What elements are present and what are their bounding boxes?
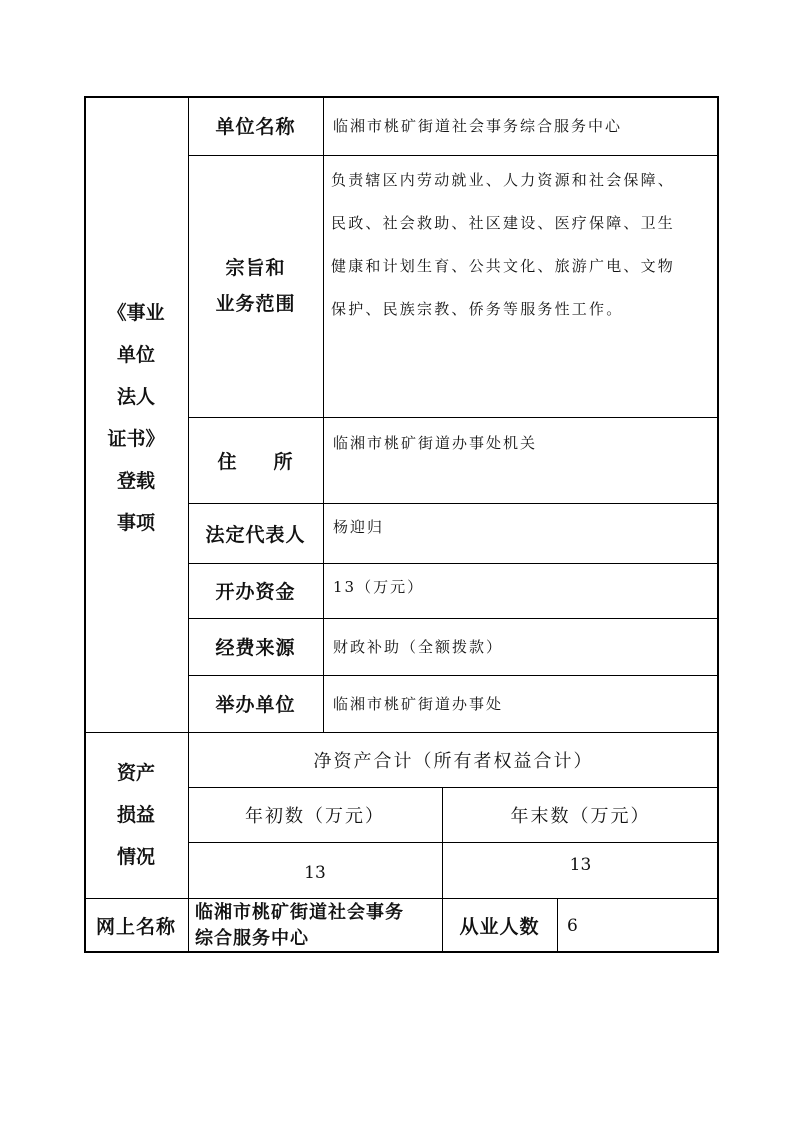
online-name-label: 网上名称 [95, 916, 176, 938]
sponsor-value: 临湘市桃矿街道办事处 [333, 695, 504, 713]
online-name-value [195, 900, 442, 953]
staff-count-label: 从业人数 [459, 916, 540, 938]
unit-name-value: 临湘市桃矿街道社会事务综合服务中心 [333, 117, 623, 135]
section-line: 法人 [116, 386, 155, 408]
capital-label: 开办资金 [215, 581, 296, 603]
address-label [188, 417, 323, 503]
address-label-char: 所 [273, 450, 294, 473]
section-registry-label [84, 292, 188, 544]
end-of-year-value: 13 [569, 854, 592, 875]
section-line: 事项 [116, 512, 155, 534]
section-line: 《事业 [107, 302, 165, 324]
section-line: 资产 [116, 762, 155, 784]
online-name-line: 临湘市桃矿街道社会事务 [195, 902, 404, 923]
start-of-year-label: 年初数（万元） [245, 805, 385, 827]
legal-rep-label: 法定代表人 [205, 523, 306, 546]
purpose-label [188, 155, 323, 417]
address-label-char: 住 [217, 450, 238, 473]
section-line: 情况 [116, 846, 155, 868]
purpose-label-line: 业务范围 [215, 293, 296, 315]
purpose-value [323, 155, 719, 417]
purpose-line: 健康和计划生育、公共文化、旅游广电、文物 [331, 257, 676, 275]
section-line: 损益 [116, 804, 155, 826]
funding-label: 经费来源 [215, 637, 296, 659]
staff-count-value: 6 [567, 915, 580, 936]
funding-value: 财政补助（全额拨款） [333, 638, 504, 656]
section-line: 证书》 [107, 428, 165, 450]
address-value: 临湘市桃矿街道办事处机关 [333, 433, 538, 452]
section-line: 登载 [116, 470, 155, 492]
capital-value: 13（万元） [333, 577, 425, 596]
section-line: 单位 [116, 344, 155, 366]
purpose-line: 保护、民族宗教、侨务等服务性工作。 [331, 300, 624, 318]
section-assets-label [84, 752, 188, 878]
purpose-label-line: 宗旨和 [225, 257, 286, 279]
purpose-line: 民政、社会救助、社区建设、医疗保障、卫生 [331, 214, 676, 232]
start-of-year-value: 13 [304, 863, 326, 883]
online-name-line: 综合服务中心 [195, 928, 309, 949]
purpose-line: 负责辖区内劳动就业、人力资源和社会保障、 [331, 171, 676, 189]
net-assets-header: 净资产合计（所有者权益合计） [313, 750, 594, 772]
end-of-year-label: 年末数（万元） [510, 805, 651, 827]
legal-rep-value: 杨迎归 [333, 517, 385, 536]
sponsor-label: 举办单位 [215, 694, 296, 716]
unit-name-label: 单位名称 [215, 116, 296, 138]
